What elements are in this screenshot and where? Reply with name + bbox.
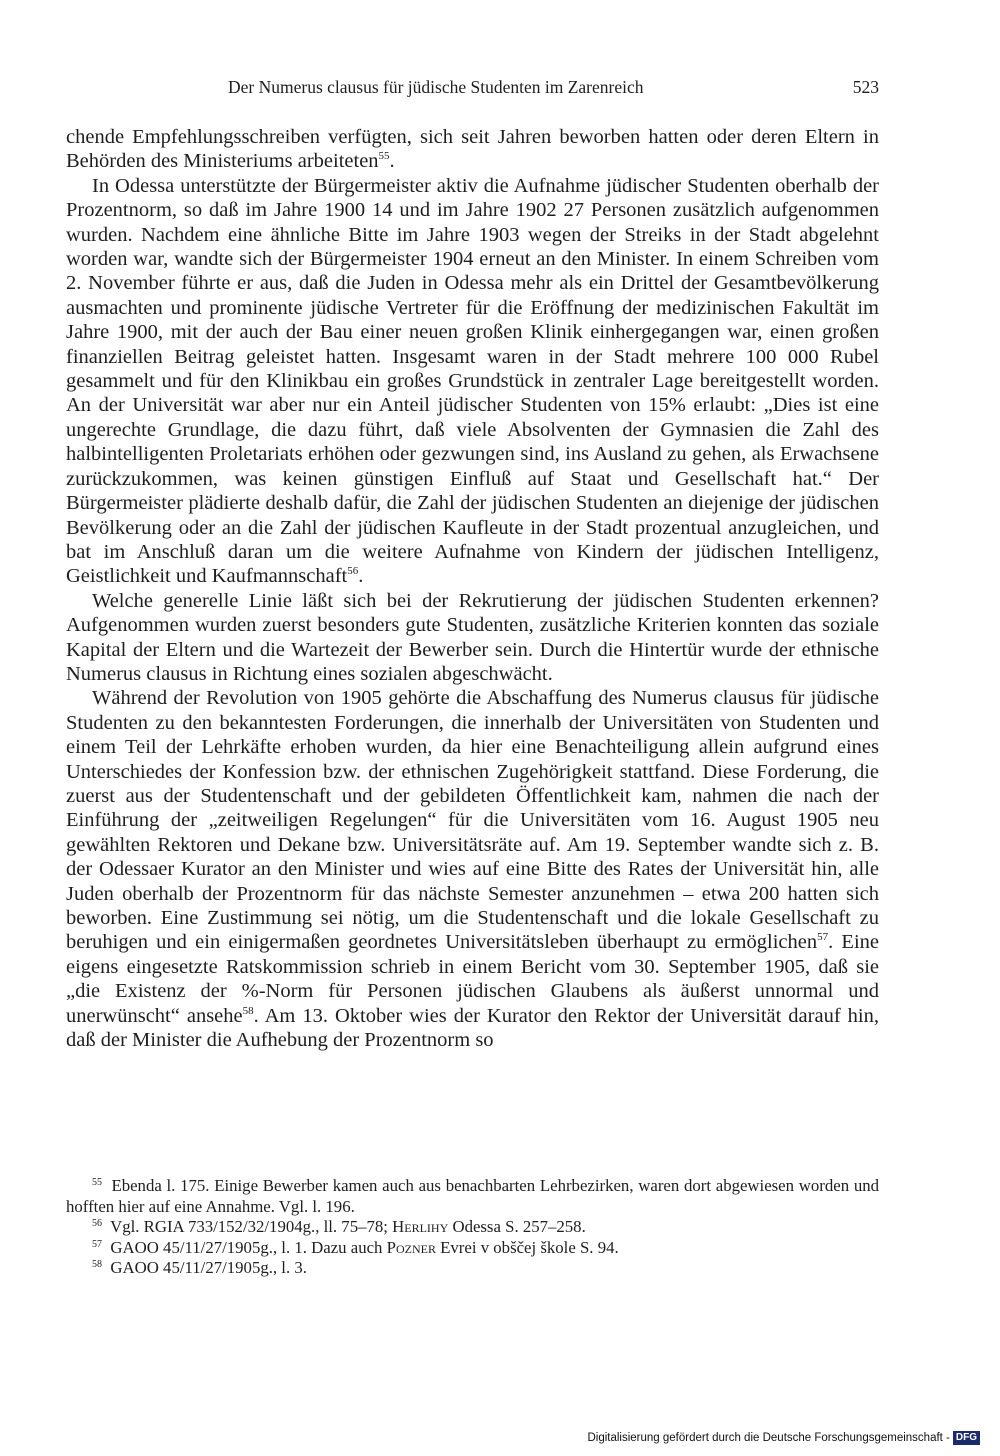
footnote-author: Pozner [386, 1237, 436, 1257]
paragraph-text: chende Empfehlungsschreiben verfügten, sich seit Jahren beworben hatten oder deren Eltern in Behörden des Ministeriums arbeiteten [66, 126, 879, 173]
footnote-ref-58[interactable]: 58 [242, 1004, 254, 1017]
footnote-number: 55 [92, 1177, 102, 1188]
running-header [66, 72, 879, 102]
footnote-57 [66, 1238, 879, 1259]
footnotes [66, 1176, 879, 1279]
paragraph-text: . [358, 565, 364, 588]
footnote-text: Evrei v obščej škole S. 94. [435, 1237, 619, 1257]
footnote-number: 56 [92, 1218, 102, 1230]
footnote-58 [66, 1258, 879, 1279]
paragraph-1 [66, 125, 879, 174]
footnote-text: Vgl. RGIA 733/152/32/1904g., ll. 75–78; [110, 1217, 393, 1237]
paragraph-2 [66, 174, 879, 589]
page-number: 523 [852, 77, 879, 97]
paragraph-4 [66, 686, 879, 1052]
footnote-number: 58 [92, 1259, 102, 1271]
footnote-ref-55[interactable]: 55 [378, 150, 390, 163]
footnote-ref-56[interactable]: 56 [347, 565, 359, 578]
credit-text: Digitalisierung gefördert durch die Deutsche Forschungsgemeinschaft - [587, 1432, 950, 1444]
footnote-text: GAOO 45/11/27/1905g., l. 1. Dazu auch [110, 1237, 387, 1257]
footnote-56 [66, 1217, 879, 1238]
paragraph-text: In Odessa unterstützte der Bürgermeister aktiv die Aufnahme jüdischer Studenten oberhalb der Prozentnorm, so daß im Jahre 1900 14 und im Jahre 1902 27 Personen zusätzlich aufgenommen wurden. Nachdem eine ähnliche Bitte im Jahre 1903 wegen der Streiks in der Stadt abgelehnt worden war, wandte sich der Bürgermeister 1904 erneut an den Minister. In einem Schreiben vom 2. November führte er aus, daß die Juden in Odessa mehr als ein Drittel der Gesamtbevölkerung ausmachten und prominente jüdische Vertreter für die Eröffnung der medizinischen Fakultät im Jahre 1900, mit der auch der Bau einer neuen großen Klinik einhergegangen war, einen großen finanziellen Beitrag geleistet hatten. Insgesamt waren in der Stadt mehrere 100 000 Rubel gesammelt und für den Klinikbau ein großes Grundstück in zentraler Lage bereitgestellt worden. An der Universität war aber nur ein Anteil jüdischer Studenten von 15% erlaubt: „Dies ist eine ungerechte Grundlage, die dazu führt, daß viele Absolventen der Gymnasien die Zahl des halbintelligenten Proletariats erhöhen oder gezwungen sind, ins Ausland zu gehen, als Erwachsene zurückzukommen, was keinen günstigen Einfluß auf Staat und Gesellschaft hat.“ Der Bürgermeister plädierte deshalb dafür, die Zahl der jüdischen Studenten an diejenige der jüdischen Bevölkerung oder an die Zahl der jüdischen Kaufleute in der Stadt prozentual anzugleichen, und bat im Anschluß daran um die weitere Aufnahme von Kindern der jüdischen Intelligenz, Geistlichkeit und Kaufmannschaft [66, 174, 879, 588]
paragraph-3 [66, 589, 879, 687]
paragraph-text: . Eine eigens eingesetzte Ratskommission schrieb in einem Bericht vom 30. September 1905, daß sie „die Existenz der %-Norm für Personen jüdischen Glaubens als äußerst unnormal und unerwünscht“ ansehe [66, 931, 880, 1027]
footnote-55 [66, 1176, 879, 1217]
footnote-author: Herlihy [392, 1217, 449, 1237]
digitization-credit [587, 1430, 980, 1446]
footnote-text: Odessa S. 257–258. [448, 1217, 586, 1237]
main-text [66, 125, 879, 1052]
footnote-ref-57[interactable]: 57 [817, 931, 829, 944]
paragraph-text: . [389, 150, 395, 173]
running-title: Der Numerus clausus für jüdische Studenten im Zarenreich [228, 77, 644, 97]
paragraph-text: Während der Revolution von 1905 gehörte die Abschaffung des Numerus clausus für jüdische Studenten zu den bekanntesten Forderungen, die innerhalb der Universitäten von Studenten und einem Teil der Lehrkäfte erhoben wurden, da hier eine Benachteiligung allein aufgrund eines Unterschiedes der Konfession bzw. der ethnischen Zugehörigkeit stattfand. Diese Forderung, die zuerst aus der Studentenschaft und der gebildeten Öffentlichkeit kam, nahmen die nach der Einführung der „zeitweiligen Regelungen“ für die Universitäten vom 16. August 1905 neu gewählten Rektoren und Dekane bzw. Universitätsräte auf. Am 19. September wandte sich z. B. der Odessaer Kurator an den Minister und wies auf eine Bitte des Rates der Universität hin, alle Juden oberhalb der Prozentnorm für das nächste Semester anzunehmen – etwa 200 hatten sich beworben. Eine Zustimmung sei nötig, um die Studentenschaft und die lokale Gesellschaft zu beruhigen und ein einigermaßen geordnetes Universitätsleben überhaupt zu ermöglichen [66, 687, 879, 954]
footnote-number: 57 [92, 1238, 102, 1250]
footnote-text: Ebenda l. 175. Einige Bewerber kamen auch aus benachbarten Lehrbezirken, waren dort abgewiesen worden und hofften hier auf eine Annahme. Vgl. l. 196. [66, 1176, 879, 1216]
paragraph-text: . Am 13. Oktober wies der Kurator den Rektor der Universität darauf hin, daß der Minister die Aufhebung der Prozentnorm so [66, 1004, 879, 1052]
dfg-logo-icon: DFG [953, 1431, 980, 1445]
footnote-text: GAOO 45/11/27/1905g., l. 3. [110, 1258, 307, 1278]
paragraph-text: Welche generelle Linie läßt sich bei der Rekrutierung der jüdischen Studenten erkennen? Aufgenommen wurden zuerst besonders gute Studenten, zusätzliche Kriterien konnten das soziale Kapital der Eltern und die Wartezeit der Bewerber sein. Durch die Hintertür wurde der ethnische Numerus clausus in Richtung eines sozialen abgeschwächt. [66, 589, 879, 685]
